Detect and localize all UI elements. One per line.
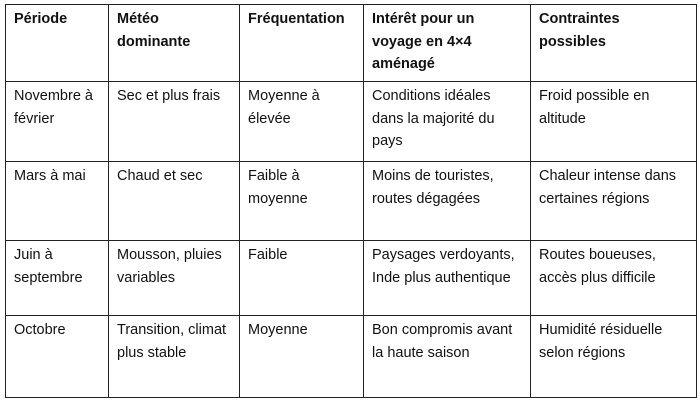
cell-interet: Conditions idéales dans la majorité du pays [364,82,531,162]
cell-frequentation: Faible [240,241,364,316]
cell-meteo: Sec et plus frais [109,82,240,162]
cell-contraintes: Froid possible en altitude [531,82,697,162]
cell-frequentation: Moyenne à élevée [240,82,364,162]
header-interet: Intérêt pour un voyage en 4×4 aménagé [364,5,531,82]
cell-frequentation: Faible à moyenne [240,162,364,241]
cell-periode: Mars à mai [6,162,109,241]
cell-interet: Paysages verdoyants, Inde plus authentique [364,241,531,316]
cell-contraintes: Chaleur intense dans certaines régions [531,162,697,241]
cell-meteo: Transition, climat plus stable [109,316,240,398]
travel-season-table [5,4,697,398]
cell-periode: Novembre à février [6,82,109,162]
table-row [6,162,697,241]
header-periode: Période [6,5,109,82]
cell-interet: Moins de touristes, routes dégagées [364,162,531,241]
table-row [6,82,697,162]
header-frequentation: Fréquentation [240,5,364,82]
table-row [6,316,697,398]
table-header-row [6,5,697,82]
table-row [6,241,697,316]
travel-season-table-container [5,4,696,398]
cell-contraintes: Humidité résiduelle selon régions [531,316,697,398]
cell-frequentation: Moyenne [240,316,364,398]
cell-periode: Octobre [6,316,109,398]
cell-meteo: Mousson, pluies variables [109,241,240,316]
header-meteo: Météo dominante [109,5,240,82]
cell-periode: Juin à septembre [6,241,109,316]
cell-interet: Bon compromis avant la haute saison [364,316,531,398]
header-contraintes: Contraintes possibles [531,5,697,82]
cell-meteo: Chaud et sec [109,162,240,241]
cell-contraintes: Routes boueuses, accès plus difficile [531,241,697,316]
